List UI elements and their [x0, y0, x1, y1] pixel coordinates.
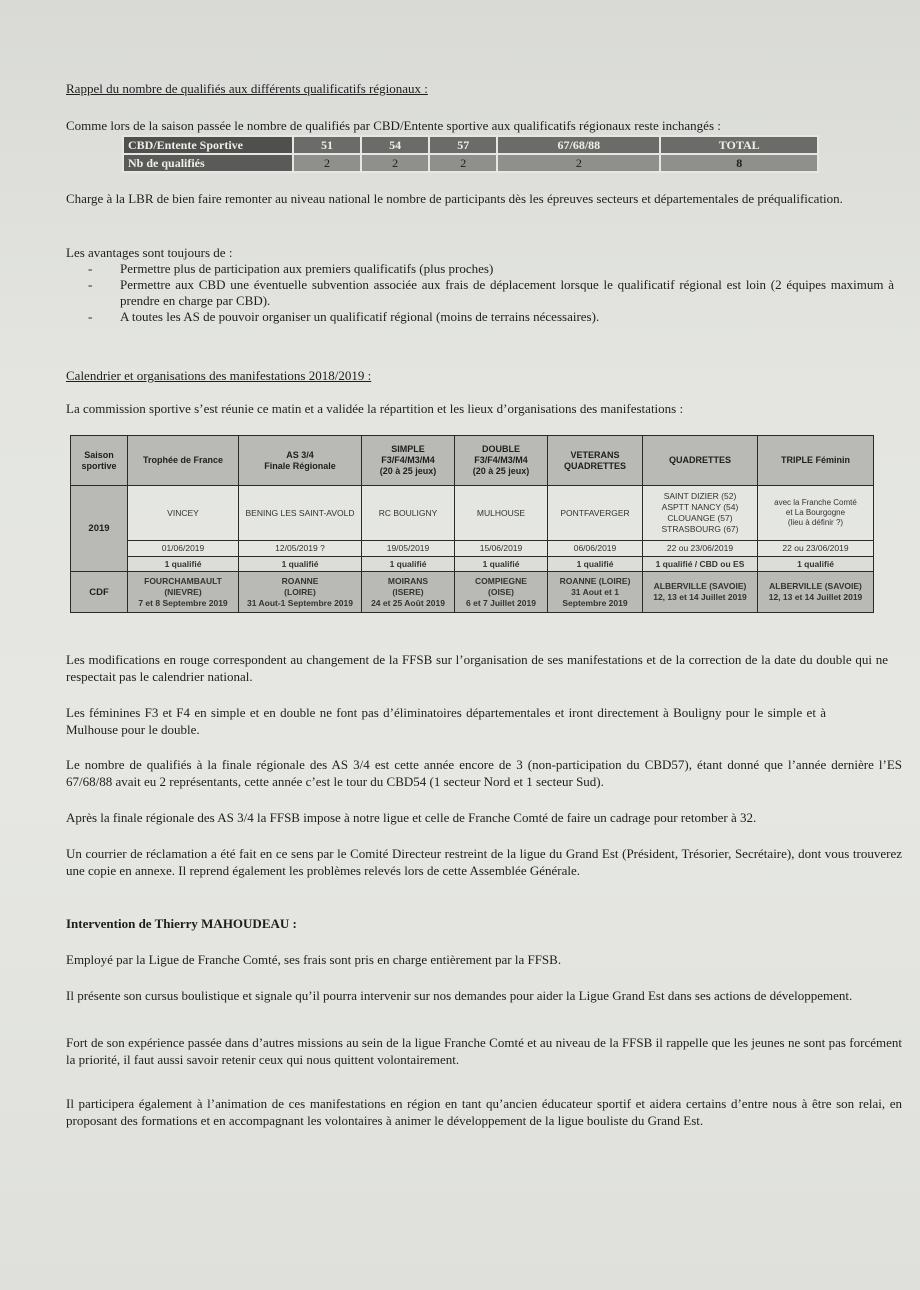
qualifies-table	[122, 135, 819, 173]
paragraph-lbr: Charge à la LBR de bien faire remonter au niveau national le nombre de participants dès les épreuves secteurs et départementales de préqualification.	[66, 191, 843, 206]
date-cell: 12/05/2019 ?	[239, 541, 362, 557]
cdf-line: ALBERVILLE (SAVOIE)	[653, 581, 747, 591]
list-item: - Permettre aux CBD une éventuelle subvention associée aux frais de déplacement lorsque le qualificatif régional est loin (2 équipes maximum à prendre en charge par CBD).	[88, 277, 894, 309]
qualifies-col: 51	[293, 136, 361, 154]
header-line: DOUBLE	[482, 444, 520, 454]
venue-line: CLOUANGE (57)	[667, 513, 733, 523]
header-line: TRIPLE Féminin	[780, 455, 850, 465]
venue-cell	[643, 486, 758, 541]
cdf-line: 12, 13 et 14 Juillet 2019	[653, 592, 747, 602]
paragraph-employe: Employé par la Ligue de Franche Comté, ses frais sont pris en charge entièrement par la FFSB.	[66, 952, 562, 967]
venue-cell	[455, 486, 548, 541]
cdf-cell	[758, 572, 874, 613]
header-line: Saison	[84, 449, 114, 460]
calendar-header-cell	[128, 436, 239, 486]
calendar-row-dates	[71, 541, 874, 557]
section-title-qualifies: Rappel du nombre de qualifiés aux différents qualificatifs régionaux :	[66, 81, 428, 96]
paragraph-courrier: Un courrier de réclamation a été fait en ce sens par le Comité Directeur restreint de la ligue du Grand Est (Président, Trésorier, Secrétaire), dont vous trouverez une copie en annexe. Il reprend également les problèmes relevés lors de cette Assemblée Générale.	[66, 846, 902, 878]
header-line: sportive	[81, 460, 117, 471]
date-cell: 22 ou 23/06/2019	[643, 541, 758, 557]
header-line: VETERANS	[570, 449, 620, 460]
qualifies-value: 8	[660, 154, 818, 172]
cdf-label-cell: CDF	[71, 572, 128, 613]
calendar-header-cell	[455, 436, 548, 486]
venue-line: avec la Franche Comté	[774, 498, 857, 507]
qualifies-header-label: CBD/Entente Sportive	[123, 136, 293, 154]
paragraph-modifications: Les modifications en rouge correspondent au changement de la FFSB sur l’organisation de ses manifestations et de la correction de la date du double qui ne respectait pas le calendrier national.	[66, 652, 888, 684]
cdf-line: COMPIEGNE	[475, 575, 527, 586]
venue-cell	[362, 486, 455, 541]
header-line: F3/F4/M3/M4	[381, 455, 435, 465]
cdf-cell	[128, 572, 239, 613]
venue-line: PONTFAVERGER	[560, 507, 630, 518]
qualifies-value: 2	[497, 154, 660, 172]
header-line: Finale Régionale	[264, 460, 336, 471]
qualifies-col: TOTAL	[660, 136, 818, 154]
intro-qualifies: Comme lors de la saison passée le nombre de qualifiés par CBD/Entente sportive aux qualificatifs régionaux reste inchangés :	[66, 118, 721, 133]
qualifies-col: 54	[361, 136, 429, 154]
cdf-line: 6 et 7 Juillet 2019	[466, 597, 536, 608]
venue-cell	[239, 486, 362, 541]
calendar-row-qualifies	[71, 557, 874, 572]
cdf-line: ROANNE (LOIRE)	[559, 575, 631, 586]
header-line: Trophée de France	[142, 455, 224, 465]
venue-line: MULHOUSE	[476, 507, 526, 518]
section-title-intervention: Intervention de Thierry MAHOUDEAU :	[66, 916, 297, 931]
cdf-line: 31 Aout et 1	[571, 586, 619, 597]
advantages-list	[88, 261, 894, 325]
header-line: SIMPLE	[391, 444, 425, 454]
calendar-header-row	[71, 436, 874, 486]
section-title-calendar: Calendrier et organisations des manifestations 2018/2019 :	[66, 368, 372, 383]
qualified-cell: 1 qualifié	[548, 557, 643, 572]
calendar-row-cdf	[71, 572, 874, 613]
cdf-line: (LOIRE)	[284, 586, 316, 597]
list-item: - Permettre plus de participation aux premiers qualificatifs (plus proches)	[88, 261, 894, 277]
header-line: QUADRETTES	[668, 455, 731, 465]
paragraph-feminines: Les féminines F3 et F4 en simple et en double ne font pas d’éliminatoires départementales et iront directement à Bouligny pour le simple et à Mulhouse pour le double.	[66, 705, 826, 737]
intro-calendar: La commission sportive s’est réunie ce matin et a validée la répartition et les lieux d’organisations des manifestations :	[66, 401, 684, 416]
cdf-line: ROANNE	[281, 575, 319, 586]
venue-cell	[758, 486, 874, 541]
venue-cell	[128, 486, 239, 541]
paragraph-as34: Le nombre de qualifiés à la finale régionale des AS 3/4 est cette année encore de 3 (non-participation du CBD57), étant donné que l’année dernière l’ES 67/68/88 avait eu 2 représentants, cette année c’est le tour du CBD54 (1 secteur Nord et 1 secteur Sud).	[66, 757, 902, 789]
paragraph-cadrage: Après la finale régionale des AS 3/4 la FFSB impose à notre ligue et celle de Franche Comté de faire un cadrage pour retomber à 32.	[66, 810, 757, 825]
calendar-row-venues	[71, 486, 874, 541]
venue-line: et La Bourgogne	[785, 508, 846, 517]
venue-cell	[548, 486, 643, 541]
advantages-intro: Les avantages sont toujours de :	[66, 245, 233, 260]
cdf-line: MOIRANS	[387, 575, 429, 586]
qualifies-value-row	[123, 154, 818, 172]
venue-line: SAINT DIZIER (52)	[663, 491, 737, 501]
venue-line: RC BOULIGNY	[378, 507, 438, 518]
calendar-header-cell	[362, 436, 455, 486]
venue-line: ASPTT NANCY (54)	[661, 502, 739, 512]
qualifies-col: 57	[429, 136, 497, 154]
cdf-cell	[239, 572, 362, 613]
header-line: AS 3/4	[286, 449, 314, 460]
qualified-cell: 1 qualifié	[758, 557, 874, 572]
cdf-line: 12, 13 et 14 Juillet 2019	[768, 592, 863, 602]
cdf-line: 7 et 8 Septembre 2019	[138, 597, 228, 608]
date-cell: 22 ou 23/06/2019	[758, 541, 874, 557]
qualified-cell: 1 qualifié	[128, 557, 239, 572]
calendar-header-cell	[758, 436, 874, 486]
header-line: QUADRETTES	[563, 460, 626, 471]
season-cell: 2019	[71, 486, 128, 572]
cdf-cell	[548, 572, 643, 613]
qualifies-col: 67/68/88	[497, 136, 660, 154]
date-cell: 15/06/2019	[455, 541, 548, 557]
header-line: (20 à 25 jeux)	[379, 466, 437, 476]
cdf-line: (ISERE)	[392, 586, 424, 597]
date-cell: 19/05/2019	[362, 541, 455, 557]
paragraph-animation: Il participera également à l’animation de ces manifestations en région en tant qu’ancien éducateur sportif et aidera certains d’entre nous à être son relai, en proposant des formations et en accompagnant les volontaires à animer le développement de la ligue bouliste du Grand Est.	[66, 1096, 902, 1128]
qualifies-value: 2	[293, 154, 361, 172]
cdf-cell	[643, 572, 758, 613]
qualifies-value: 2	[429, 154, 497, 172]
venue-line: VINCEY	[167, 507, 199, 518]
cdf-cell	[455, 572, 548, 613]
paragraph-experience: Fort de son expérience passée dans d’autres missions au sein de la ligue Franche Comté et au niveau de la FFSB il rappelle que les jeunes ne sont pas forcément la priorité, il faut aussi savoir retenir ceux qui nous quittent volontairement.	[66, 1035, 902, 1067]
venue-line: BENING LES SAINT-AVOLD	[245, 507, 355, 518]
calendar-header-cell	[548, 436, 643, 486]
qualifies-row-label: Nb de qualifiés	[123, 154, 293, 172]
header-line: F3/F4/M3/M4	[474, 455, 528, 465]
cdf-cell	[362, 572, 455, 613]
calendar-header-cell	[643, 436, 758, 486]
date-cell: 01/06/2019	[128, 541, 239, 557]
qualifies-value: 2	[361, 154, 429, 172]
cdf-line: (OISE)	[488, 586, 514, 597]
venue-line: (lieu à définir ?)	[787, 518, 844, 527]
cdf-line: 24 et 25 Août 2019	[371, 597, 445, 608]
header-line: (20 à 25 jeux)	[472, 466, 530, 476]
qualified-cell: 1 qualifié	[239, 557, 362, 572]
calendar-header-cell	[71, 436, 128, 486]
qualified-cell: 1 qualifié	[362, 557, 455, 572]
paragraph-cursus: Il présente son cursus boulistique et signale qu’il pourra intervenir sur nos demandes pour aider la Ligue Grand Est dans ses actions de développement.	[66, 988, 853, 1003]
cdf-line: Septembre 2019	[562, 597, 628, 608]
date-cell: 06/06/2019	[548, 541, 643, 557]
cdf-line: 31 Aout-1 Septembre 2019	[247, 597, 353, 608]
venue-line: STRASBOURG (67)	[661, 524, 739, 534]
calendar-header-cell	[239, 436, 362, 486]
list-item: - A toutes les AS de pouvoir organiser un qualificatif régional (moins de terrains nécessaires).	[88, 309, 894, 325]
calendar-table	[70, 435, 874, 613]
cdf-line: ALBERVILLE (SAVOIE)	[769, 581, 862, 591]
qualifies-header-row	[123, 136, 818, 154]
cdf-line: (NIEVRE)	[164, 586, 202, 597]
qualified-cell: 1 qualifié	[455, 557, 548, 572]
cdf-line: FOURCHAMBAULT	[144, 575, 222, 586]
qualified-cell: 1 qualifié / CBD ou ES	[643, 557, 758, 572]
